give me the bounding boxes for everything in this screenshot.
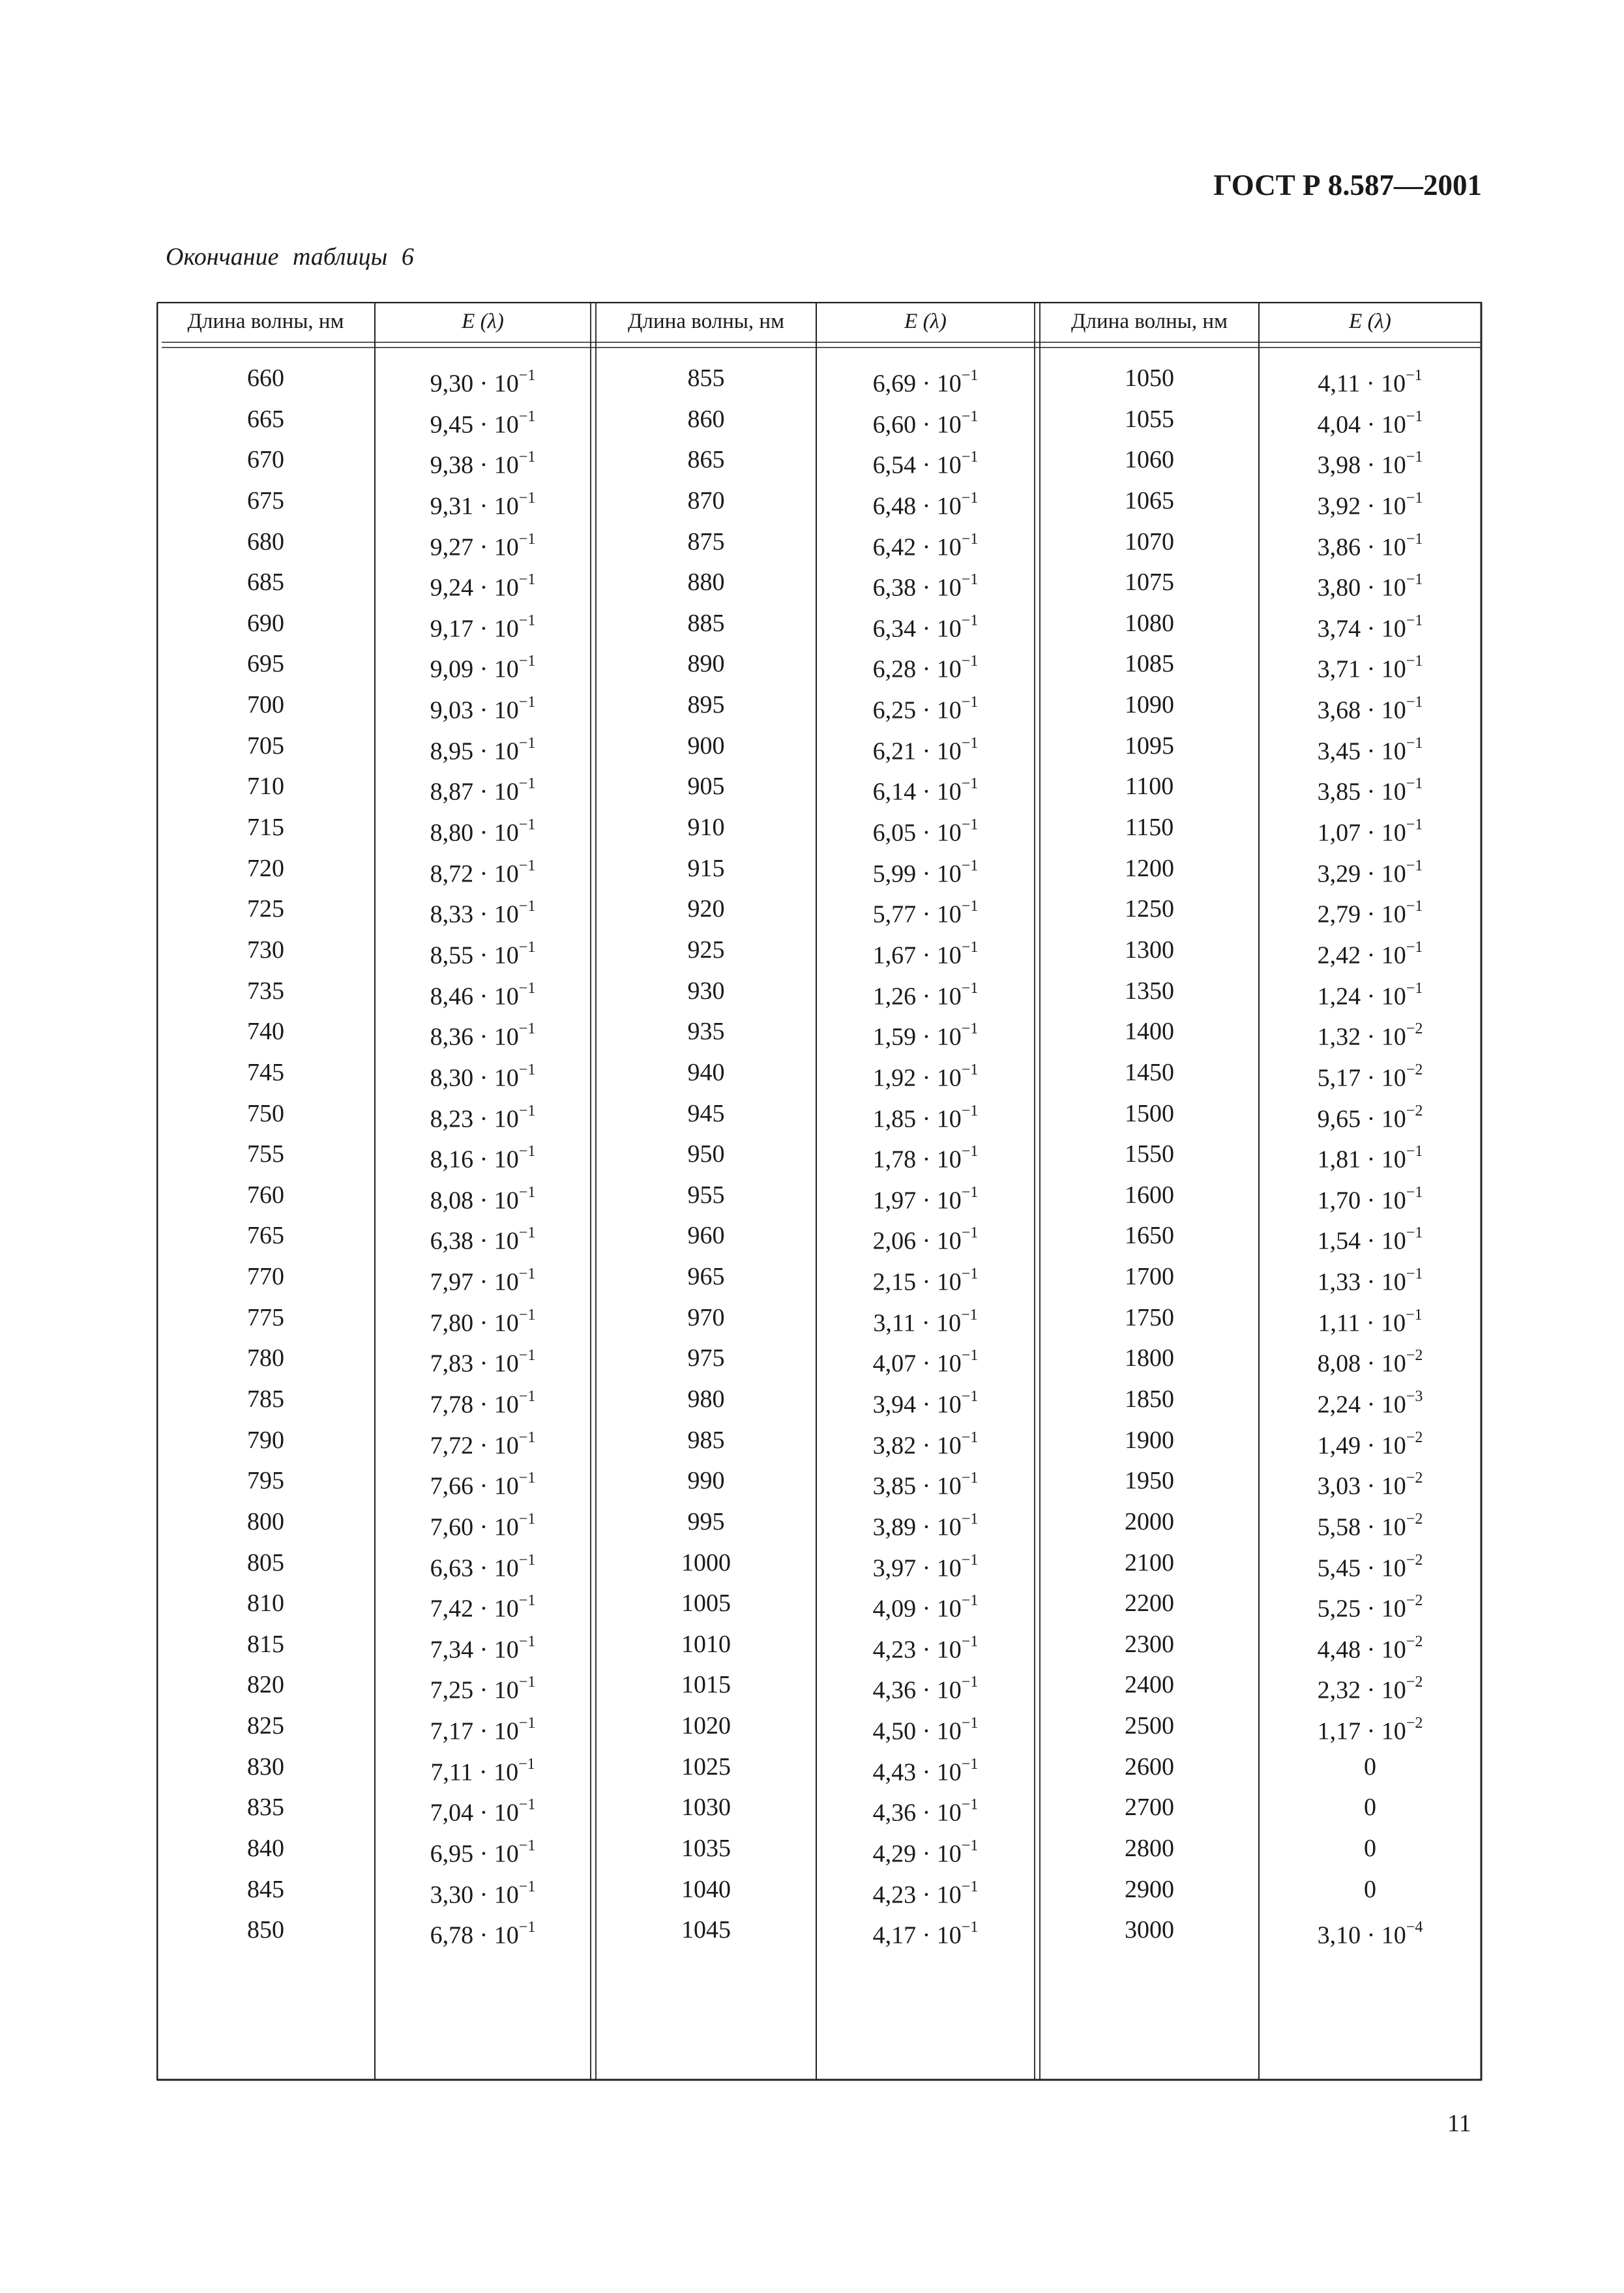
wavelength-cell: 800 — [247, 1507, 284, 1535]
irradiance-cell: $3,45 \cdot 10^{-1}$ — [1317, 734, 1423, 765]
wavelength-cell: 880 — [687, 569, 725, 597]
wavelength-cell: 895 — [687, 691, 725, 719]
irradiance-cell: $1,97 \cdot 10^{-1}$ — [872, 1183, 979, 1215]
irradiance-cell: $3,29 \cdot 10^{-1}$ — [1317, 857, 1423, 888]
irradiance-cell: $6,69 \cdot 10^{-1}$ — [872, 367, 979, 398]
wavelength-cell: 1040 — [681, 1875, 731, 1903]
irradiance-cell: $3,97 \cdot 10^{-1}$ — [872, 1551, 979, 1582]
irradiance-cell: $3,11 \cdot 10^{-1}$ — [873, 1306, 978, 1337]
wavelength-cell: 780 — [247, 1344, 284, 1372]
irradiance-cell: $4,29 \cdot 10^{-1}$ — [872, 1837, 979, 1868]
irradiance-cell: $8,30 \cdot 10^{-1}$ — [430, 1061, 536, 1092]
irradiance-cell: $8,46 \cdot 10^{-1}$ — [430, 979, 536, 1011]
irradiance-cell: $7,25 \cdot 10^{-1}$ — [430, 1674, 536, 1705]
irradiance-cell: $9,27 \cdot 10^{-1}$ — [430, 530, 536, 561]
wavelength-cell: 905 — [687, 773, 725, 801]
wavelength-cell: 1055 — [1125, 405, 1174, 433]
wavelength-cell: 1450 — [1125, 1058, 1174, 1086]
wavelength-cell: 2500 — [1125, 1712, 1174, 1740]
irradiance-cell: $1,67 \cdot 10^{-1}$ — [872, 938, 979, 969]
wavelength-cell: 2700 — [1125, 1794, 1174, 1822]
column-header-value-1: E (λ) — [462, 309, 504, 333]
wavelength-cell: 910 — [687, 814, 725, 842]
irradiance-cell: $4,07 \cdot 10^{-1}$ — [872, 1347, 979, 1378]
wavelength-cell: 705 — [247, 732, 284, 760]
irradiance-cell: $8,08 \cdot 10^{-1}$ — [430, 1183, 536, 1215]
irradiance-cell: $1,81 \cdot 10^{-1}$ — [1317, 1143, 1423, 1174]
irradiance-cell: $8,23 \cdot 10^{-1}$ — [430, 1102, 536, 1133]
wavelength-cell: 785 — [247, 1385, 284, 1413]
wavelength-cell: 1150 — [1125, 814, 1174, 842]
irradiance-cell: $9,31 \cdot 10^{-1}$ — [430, 489, 536, 520]
irradiance-cell: $6,14 \cdot 10^{-1}$ — [872, 775, 979, 806]
wavelength-cell: 1075 — [1125, 569, 1174, 597]
wavelength-cell: 805 — [247, 1548, 284, 1576]
wavelength-cell: 750 — [247, 1099, 284, 1127]
irradiance-cell: $8,87 \cdot 10^{-1}$ — [430, 775, 536, 806]
wavelength-cell: 1010 — [681, 1630, 731, 1658]
irradiance-cell: $7,83 \cdot 10^{-1}$ — [430, 1347, 536, 1378]
wavelength-cell: 890 — [687, 650, 725, 678]
irradiance-cell: $4,48 \cdot 10^{-2}$ — [1317, 1633, 1423, 1664]
wavelength-cell: 715 — [247, 814, 284, 842]
wavelength-cell: 670 — [247, 446, 284, 474]
irradiance-cell: 0 — [1364, 1794, 1376, 1822]
irradiance-cell: $3,74 \cdot 10^{-1}$ — [1317, 612, 1423, 643]
wavelength-cell: 1550 — [1125, 1140, 1174, 1168]
wavelength-cell: 675 — [247, 486, 284, 514]
wavelength-cell: 875 — [687, 527, 725, 555]
irradiance-cell: $3,30 \cdot 10^{-1}$ — [430, 1878, 536, 1909]
irradiance-cell: $6,60 \cdot 10^{-1}$ — [872, 407, 979, 439]
wavelength-cell: 955 — [687, 1181, 725, 1209]
irradiance-cell: $3,85 \cdot 10^{-1}$ — [872, 1470, 979, 1500]
wavelength-cell: 1200 — [1125, 854, 1174, 882]
wavelength-cell: 720 — [247, 854, 284, 882]
wavelength-cell: 1750 — [1125, 1303, 1174, 1331]
column-header-wavelength-2: Длина волны, нм — [628, 309, 784, 333]
wavelength-cell: 830 — [247, 1753, 284, 1781]
wavelength-cell: 845 — [247, 1875, 284, 1903]
wavelength-cell: 2100 — [1125, 1548, 1174, 1576]
wavelength-cell: 1035 — [681, 1835, 731, 1863]
irradiance-cell: $3,92 \cdot 10^{-1}$ — [1317, 489, 1423, 520]
spectral-table — [156, 302, 1483, 2081]
wavelength-cell: 1650 — [1125, 1222, 1174, 1250]
wavelength-cell: 775 — [247, 1303, 284, 1331]
wavelength-cell: 885 — [687, 609, 725, 637]
irradiance-cell: $1,85 \cdot 10^{-1}$ — [872, 1102, 979, 1133]
irradiance-cell: $7,42 \cdot 10^{-1}$ — [430, 1592, 536, 1623]
irradiance-cell: $4,43 \cdot 10^{-1}$ — [872, 1755, 979, 1786]
irradiance-cell: $6,95 \cdot 10^{-1}$ — [430, 1837, 536, 1868]
irradiance-cell: $8,36 \cdot 10^{-1}$ — [430, 1020, 536, 1051]
wavelength-cell: 855 — [687, 364, 725, 392]
wavelength-cell: 975 — [687, 1344, 725, 1372]
wavelength-cell: 1050 — [1125, 364, 1174, 392]
irradiance-cell: $6,42 \cdot 10^{-1}$ — [872, 530, 979, 561]
wavelength-cell: 760 — [247, 1181, 284, 1209]
irradiance-cell: $4,36 \cdot 10^{-1}$ — [872, 1796, 979, 1827]
irradiance-cell: $5,99 \cdot 10^{-1}$ — [872, 857, 979, 888]
irradiance-cell: $3,94 \cdot 10^{-1}$ — [872, 1388, 979, 1419]
wavelength-cell: 1025 — [681, 1753, 731, 1781]
wavelength-cell: 940 — [687, 1058, 725, 1086]
wavelength-cell: 1850 — [1125, 1385, 1174, 1413]
irradiance-cell: $8,95 \cdot 10^{-1}$ — [430, 734, 536, 765]
irradiance-cell: $3,86 \cdot 10^{-1}$ — [1317, 530, 1423, 561]
irradiance-cell: $7,72 \cdot 10^{-1}$ — [430, 1428, 536, 1460]
wavelength-cell: 695 — [247, 650, 284, 678]
wavelength-cell: 790 — [247, 1426, 284, 1454]
wavelength-cell: 1045 — [681, 1916, 731, 1944]
irradiance-cell: $2,32 \cdot 10^{-2}$ — [1317, 1674, 1423, 1705]
wavelength-cell: 3000 — [1125, 1916, 1174, 1944]
table-caption: Окончание таблицы 6 — [166, 243, 414, 271]
wavelength-cell: 1600 — [1125, 1181, 1174, 1209]
wavelength-cell: 685 — [247, 569, 284, 597]
column-header-wavelength-1: Длина волны, нм — [187, 309, 344, 333]
wavelength-cell: 1085 — [1125, 650, 1174, 678]
wavelength-cell: 1950 — [1125, 1467, 1174, 1495]
wavelength-cell: 1250 — [1125, 895, 1174, 923]
wavelength-cell: 850 — [247, 1916, 284, 1944]
irradiance-cell: $3,98 \cdot 10^{-1}$ — [1317, 449, 1423, 479]
irradiance-cell: $2,24 \cdot 10^{-3}$ — [1317, 1388, 1423, 1419]
irradiance-cell: $6,28 \cdot 10^{-1}$ — [872, 653, 979, 684]
wavelength-cell: 770 — [247, 1263, 284, 1291]
irradiance-cell: $6,05 \cdot 10^{-1}$ — [872, 816, 979, 847]
wavelength-cell: 1350 — [1125, 977, 1174, 1005]
wavelength-cell: 935 — [687, 1018, 725, 1046]
wavelength-cell: 1400 — [1125, 1018, 1174, 1046]
irradiance-cell: $3,10 \cdot 10^{-4}$ — [1317, 1919, 1423, 1949]
wavelength-cell: 710 — [247, 773, 284, 801]
irradiance-cell: $7,78 \cdot 10^{-1}$ — [430, 1388, 536, 1419]
irradiance-cell: $7,04 \cdot 10^{-1}$ — [430, 1796, 536, 1827]
irradiance-cell: $3,85 \cdot 10^{-1}$ — [1317, 775, 1423, 806]
wavelength-cell: 930 — [687, 977, 725, 1005]
irradiance-cell: $6,54 \cdot 10^{-1}$ — [872, 449, 979, 479]
irradiance-cell: $8,72 \cdot 10^{-1}$ — [430, 857, 536, 888]
irradiance-cell: $9,65 \cdot 10^{-2}$ — [1317, 1102, 1423, 1133]
irradiance-cell: $1,11 \cdot 10^{-1}$ — [1318, 1306, 1423, 1337]
irradiance-cell: $1,78 \cdot 10^{-1}$ — [872, 1143, 979, 1174]
wavelength-cell: 990 — [687, 1467, 725, 1495]
wavelength-cell: 1095 — [1125, 732, 1174, 760]
wavelength-cell: 1800 — [1125, 1344, 1174, 1372]
irradiance-cell: $5,25 \cdot 10^{-2}$ — [1317, 1592, 1423, 1623]
wavelength-cell: 1070 — [1125, 527, 1174, 555]
wavelength-cell: 825 — [247, 1712, 284, 1740]
irradiance-cell: $3,82 \cdot 10^{-1}$ — [872, 1428, 979, 1460]
wavelength-cell: 740 — [247, 1018, 284, 1046]
wavelength-cell: 980 — [687, 1385, 725, 1413]
wavelength-cell: 1300 — [1125, 936, 1174, 964]
irradiance-cell: $4,23 \cdot 10^{-1}$ — [872, 1878, 979, 1909]
irradiance-cell: $4,23 \cdot 10^{-1}$ — [872, 1633, 979, 1664]
irradiance-cell: $7,11 \cdot 10^{-1}$ — [430, 1755, 535, 1786]
wavelength-cell: 660 — [247, 364, 284, 392]
irradiance-cell: $4,36 \cdot 10^{-1}$ — [872, 1674, 979, 1705]
irradiance-cell: $6,48 \cdot 10^{-1}$ — [872, 489, 979, 520]
wavelength-cell: 820 — [247, 1671, 284, 1699]
wavelength-cell: 1080 — [1125, 609, 1174, 637]
wavelength-cell: 745 — [247, 1058, 284, 1086]
irradiance-cell: $7,80 \cdot 10^{-1}$ — [430, 1306, 536, 1337]
wavelength-cell: 1500 — [1125, 1099, 1174, 1127]
wavelength-cell: 765 — [247, 1222, 284, 1250]
wavelength-cell: 1700 — [1125, 1263, 1174, 1291]
standard-code: ГОСТ Р 8.587—2001 — [1213, 169, 1482, 201]
wavelength-cell: 2200 — [1125, 1590, 1174, 1618]
wavelength-cell: 665 — [247, 405, 284, 433]
irradiance-cell: $9,38 \cdot 10^{-1}$ — [430, 449, 536, 479]
irradiance-cell: $5,58 \cdot 10^{-2}$ — [1317, 1510, 1423, 1541]
irradiance-cell: $1,26 \cdot 10^{-1}$ — [872, 979, 979, 1011]
irradiance-cell: $8,16 \cdot 10^{-1}$ — [430, 1143, 536, 1174]
wavelength-cell: 965 — [687, 1263, 725, 1291]
wavelength-cell: 1900 — [1125, 1426, 1174, 1454]
column-header-value-3: E (λ) — [1349, 309, 1391, 333]
irradiance-cell: $4,17 \cdot 10^{-1}$ — [872, 1919, 979, 1949]
irradiance-cell: $6,34 \cdot 10^{-1}$ — [872, 612, 979, 643]
irradiance-cell: $6,21 \cdot 10^{-1}$ — [872, 734, 979, 765]
irradiance-cell: $7,66 \cdot 10^{-1}$ — [430, 1470, 536, 1500]
irradiance-cell: $1,32 \cdot 10^{-2}$ — [1317, 1020, 1423, 1051]
irradiance-cell: $2,15 \cdot 10^{-1}$ — [872, 1265, 979, 1296]
wavelength-cell: 860 — [687, 405, 725, 433]
column-header-wavelength-3: Длина волны, нм — [1071, 309, 1228, 333]
wavelength-cell: 925 — [687, 936, 725, 964]
irradiance-cell: $6,63 \cdot 10^{-1}$ — [430, 1551, 536, 1582]
wavelength-cell: 840 — [247, 1835, 284, 1863]
wavelength-cell: 2400 — [1125, 1671, 1174, 1699]
wavelength-cell: 730 — [247, 936, 284, 964]
irradiance-cell: $9,24 \cdot 10^{-1}$ — [430, 571, 536, 602]
irradiance-cell: $3,68 \cdot 10^{-1}$ — [1317, 694, 1423, 724]
wavelength-cell: 1065 — [1125, 486, 1174, 514]
wavelength-cell: 960 — [687, 1222, 725, 1250]
irradiance-cell: $1,70 \cdot 10^{-1}$ — [1317, 1183, 1423, 1215]
wavelength-cell: 865 — [687, 446, 725, 474]
irradiance-cell: $2,42 \cdot 10^{-1}$ — [1317, 938, 1423, 969]
irradiance-cell: $4,04 \cdot 10^{-1}$ — [1317, 407, 1423, 439]
irradiance-cell: $4,09 \cdot 10^{-1}$ — [872, 1592, 979, 1623]
wavelength-cell: 2300 — [1125, 1630, 1174, 1658]
wavelength-cell: 2900 — [1125, 1875, 1174, 1903]
wavelength-cell: 815 — [247, 1630, 284, 1658]
irradiance-cell: $6,25 \cdot 10^{-1}$ — [872, 694, 979, 724]
wavelength-cell: 1090 — [1125, 691, 1174, 719]
irradiance-cell: $1,17 \cdot 10^{-2}$ — [1317, 1715, 1423, 1745]
wavelength-cell: 2800 — [1125, 1835, 1174, 1863]
irradiance-cell: $1,33 \cdot 10^{-1}$ — [1317, 1265, 1423, 1296]
wavelength-cell: 950 — [687, 1140, 725, 1168]
wavelength-cell: 725 — [247, 895, 284, 923]
wavelength-cell: 945 — [687, 1099, 725, 1127]
wavelength-cell: 920 — [687, 895, 725, 923]
irradiance-cell: $7,34 \cdot 10^{-1}$ — [430, 1633, 536, 1664]
wavelength-cell: 1030 — [681, 1794, 731, 1822]
wavelength-cell: 700 — [247, 691, 284, 719]
wavelength-cell: 1000 — [681, 1548, 731, 1576]
irradiance-cell: $2,06 \cdot 10^{-1}$ — [872, 1224, 979, 1256]
wavelength-cell: 1060 — [1125, 446, 1174, 474]
irradiance-cell: $3,80 \cdot 10^{-1}$ — [1317, 571, 1423, 602]
irradiance-cell: $3,71 \cdot 10^{-1}$ — [1317, 653, 1423, 684]
wavelength-cell: 810 — [247, 1590, 284, 1618]
irradiance-cell: $5,77 \cdot 10^{-1}$ — [872, 898, 979, 928]
page-number: 11 — [1447, 2110, 1471, 2137]
wavelength-cell: 900 — [687, 732, 725, 760]
irradiance-cell: $7,17 \cdot 10^{-1}$ — [430, 1715, 536, 1745]
irradiance-cell: $4,50 \cdot 10^{-1}$ — [872, 1715, 979, 1745]
irradiance-cell: $6,78 \cdot 10^{-1}$ — [430, 1919, 536, 1949]
irradiance-cell: $9,03 \cdot 10^{-1}$ — [430, 694, 536, 724]
wavelength-cell: 995 — [687, 1507, 725, 1535]
wavelength-cell: 1100 — [1125, 773, 1174, 801]
irradiance-cell: $1,49 \cdot 10^{-2}$ — [1317, 1428, 1423, 1460]
wavelength-cell: 680 — [247, 527, 284, 555]
irradiance-cell: $1,07 \cdot 10^{-1}$ — [1317, 816, 1423, 847]
irradiance-cell: $1,54 \cdot 10^{-1}$ — [1317, 1224, 1423, 1256]
irradiance-cell: $9,45 \cdot 10^{-1}$ — [430, 407, 536, 439]
irradiance-cell: $6,38 \cdot 10^{-1}$ — [430, 1224, 536, 1256]
irradiance-cell: $1,24 \cdot 10^{-1}$ — [1317, 979, 1423, 1011]
wavelength-cell: 985 — [687, 1426, 725, 1454]
wavelength-cell: 795 — [247, 1467, 284, 1495]
irradiance-cell: $9,09 \cdot 10^{-1}$ — [430, 653, 536, 684]
irradiance-cell: $8,08 \cdot 10^{-2}$ — [1317, 1347, 1423, 1378]
wavelength-cell: 870 — [687, 486, 725, 514]
irradiance-cell: $6,38 \cdot 10^{-1}$ — [872, 571, 979, 602]
irradiance-cell: $3,03 \cdot 10^{-2}$ — [1317, 1470, 1423, 1500]
wavelength-cell: 755 — [247, 1140, 284, 1168]
irradiance-cell: $8,33 \cdot 10^{-1}$ — [430, 898, 536, 928]
irradiance-cell: $9,30 \cdot 10^{-1}$ — [430, 367, 536, 398]
irradiance-cell: 0 — [1364, 1875, 1376, 1903]
wavelength-cell: 970 — [687, 1303, 725, 1331]
wavelength-cell: 835 — [247, 1794, 284, 1822]
wavelength-cell: 690 — [247, 609, 284, 637]
irradiance-cell: 0 — [1364, 1753, 1376, 1781]
irradiance-cell: $2,79 \cdot 10^{-1}$ — [1317, 898, 1423, 928]
irradiance-cell: $1,92 \cdot 10^{-1}$ — [872, 1061, 979, 1092]
wavelength-cell: 915 — [687, 854, 725, 882]
wavelength-cell: 2000 — [1125, 1507, 1174, 1535]
wavelength-cell: 1015 — [681, 1671, 731, 1699]
wavelength-cell: 1005 — [681, 1590, 731, 1618]
wavelength-cell: 2600 — [1125, 1753, 1174, 1781]
wavelength-cell: 1020 — [681, 1712, 731, 1740]
irradiance-cell: $4,11 \cdot 10^{-1}$ — [1318, 367, 1423, 398]
irradiance-cell: $9,17 \cdot 10^{-1}$ — [430, 612, 536, 643]
irradiance-cell: $7,97 \cdot 10^{-1}$ — [430, 1265, 536, 1296]
irradiance-cell: $8,55 \cdot 10^{-1}$ — [430, 938, 536, 969]
irradiance-cell: $8,80 \cdot 10^{-1}$ — [430, 816, 536, 847]
wavelength-cell: 735 — [247, 977, 284, 1005]
irradiance-cell: $5,17 \cdot 10^{-2}$ — [1317, 1061, 1423, 1092]
irradiance-cell: $3,89 \cdot 10^{-1}$ — [872, 1510, 979, 1541]
irradiance-cell: $7,60 \cdot 10^{-1}$ — [430, 1510, 536, 1541]
column-header-value-2: E (λ) — [904, 309, 947, 333]
irradiance-cell: $1,59 \cdot 10^{-1}$ — [872, 1020, 979, 1051]
irradiance-cell: 0 — [1364, 1835, 1376, 1863]
irradiance-cell: $5,45 \cdot 10^{-2}$ — [1317, 1551, 1423, 1582]
